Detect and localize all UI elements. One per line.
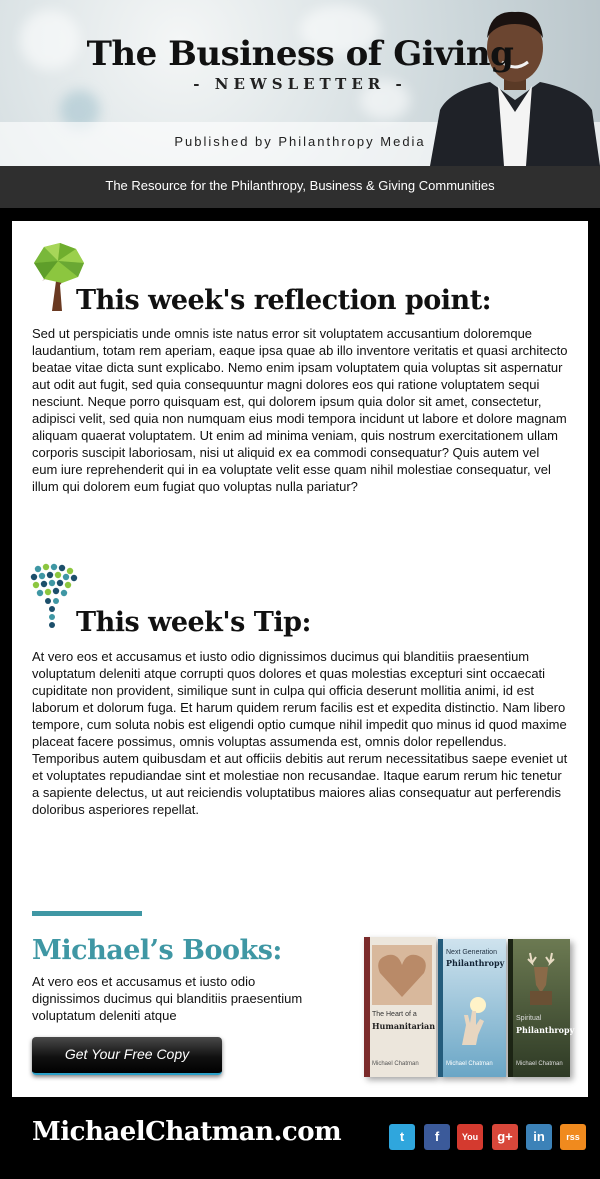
youtube-icon[interactable]: You [457,1124,483,1150]
book-line2: Philanthropy [446,958,505,968]
book-line1: The Heart of a [372,1011,417,1018]
book-spine [508,939,513,1077]
book-cover-next-generation[interactable] [438,939,506,1077]
tagline: The Resource for the Philanthropy, Business & Giving Communities [105,178,495,193]
rss-icon[interactable]: rss [560,1124,586,1150]
tip-body: At vero eos et accusamus et iusto odio dignissimos ducimus qui blanditiis praesentium voluptatum deleniti atque corrupti quos dolores et quas molestias excepturi sint occaecati cupiditate non provident, similique sunt in culpa qui officia deserunt mollitia animi, id est laborum et dolorum fuga. Et harum quidem rerum facilis est et expedita distinctio. Nam libero tempore, cum soluta nobis est eligendi optio cumque nihil impedit quo minus id quod maxime placeat facere possimus, omnis voluptas assumenda est, omnis dolor repellendus. Temporibus autem quibusdam et aut officiis debitis aut rerum necessitatibus saepe eveniet ut et voluptates repudiandae sint et molestiae non recusandae. Itaque earum rerum hic tenetur a sapiente delectus, ut aut reiciendis voluptatibus maiores alias consequatur aut perferendis doloribus asperiores repellat. [32,649,568,817]
book-line1: Next Generation [446,949,497,956]
book-line2: Philanthropy [516,1025,575,1035]
reflection-body: Sed ut perspiciatis unde omnis iste natus error sit voluptatem accusantium doloremque laudantium, totam rem aperiam, eaque ipsa quae ab illo inventore veritatis et quasi architecto beatae vitae dicta sunt explicabo. Nemo enim ipsam voluptatem quia voluptas sit aspernatur aut odit aut fugit, sed quia consequuntur magni dolores eos qui ratione voluptatem sequi nesciunt. Neque porro quisquam est, qui dolorem ipsum quia dolor sit amet, consectetur, adipisci velit, sed quia non numquam eius modi tempora incidunt ut labore et dolore magnam aliquam quaerat voluptatem. Ut enim ad minima veniam, quis nostrum exercitationem ullam corporis suscipit laboriosam, nisi ut aliquid ex ea commodi consequatur? Quis autem vel eum iure reprehenderit qui in ea voluptate velit esse quam nihil molestiae consequatur, vel illum qui dolorem eum fugiat quo voluptas nulla pariatur? [32,326,568,494]
book-spine [364,937,370,1077]
deer-icon [518,949,564,1005]
google-plus-icon[interactable]: g+ [492,1124,518,1150]
book-cover-spiritual[interactable] [508,939,575,1077]
books-divider [32,911,142,916]
newsletter-subtitle: - NEWSLETTER - [193,75,407,93]
books-title: Michael’s Books: [32,935,282,966]
book-line2: Humanitarian [372,1021,436,1031]
twitter-icon[interactable]: t [389,1124,415,1150]
facebook-icon[interactable]: f [424,1124,450,1150]
heart-hands-icon [372,945,432,1005]
book-cover-humanitarian[interactable] [364,937,436,1077]
dotted-tree-icon [30,563,78,635]
newsletter-header [0,0,600,166]
newsletter-title: The Business of Giving [86,34,514,74]
site-link[interactable]: MichaelChatman.com [32,1117,342,1147]
reflection-title: This week's reflection point: [76,285,492,316]
book-spine [438,939,443,1077]
book-line1: Spiritual [516,1015,542,1022]
publisher-line: Published by Philanthropy Media [174,134,426,149]
book-author: Michael Chatman [516,1061,563,1067]
newsletter-content [12,221,588,1097]
tip-title: This week's Tip: [76,607,311,638]
book-author: Michael Chatman [372,1061,419,1067]
books-description: At vero eos et accusamus et iusto odio dignissimos ducimus qui blanditiis praesentium voluptatum deleniti atque [32,974,303,1023]
get-free-copy-button[interactable]: Get Your Free Copy [32,1037,222,1075]
raised-hand-icon [452,995,496,1045]
linkedin-icon[interactable]: in [526,1124,552,1150]
book-author: Michael Chatman [446,1061,493,1067]
